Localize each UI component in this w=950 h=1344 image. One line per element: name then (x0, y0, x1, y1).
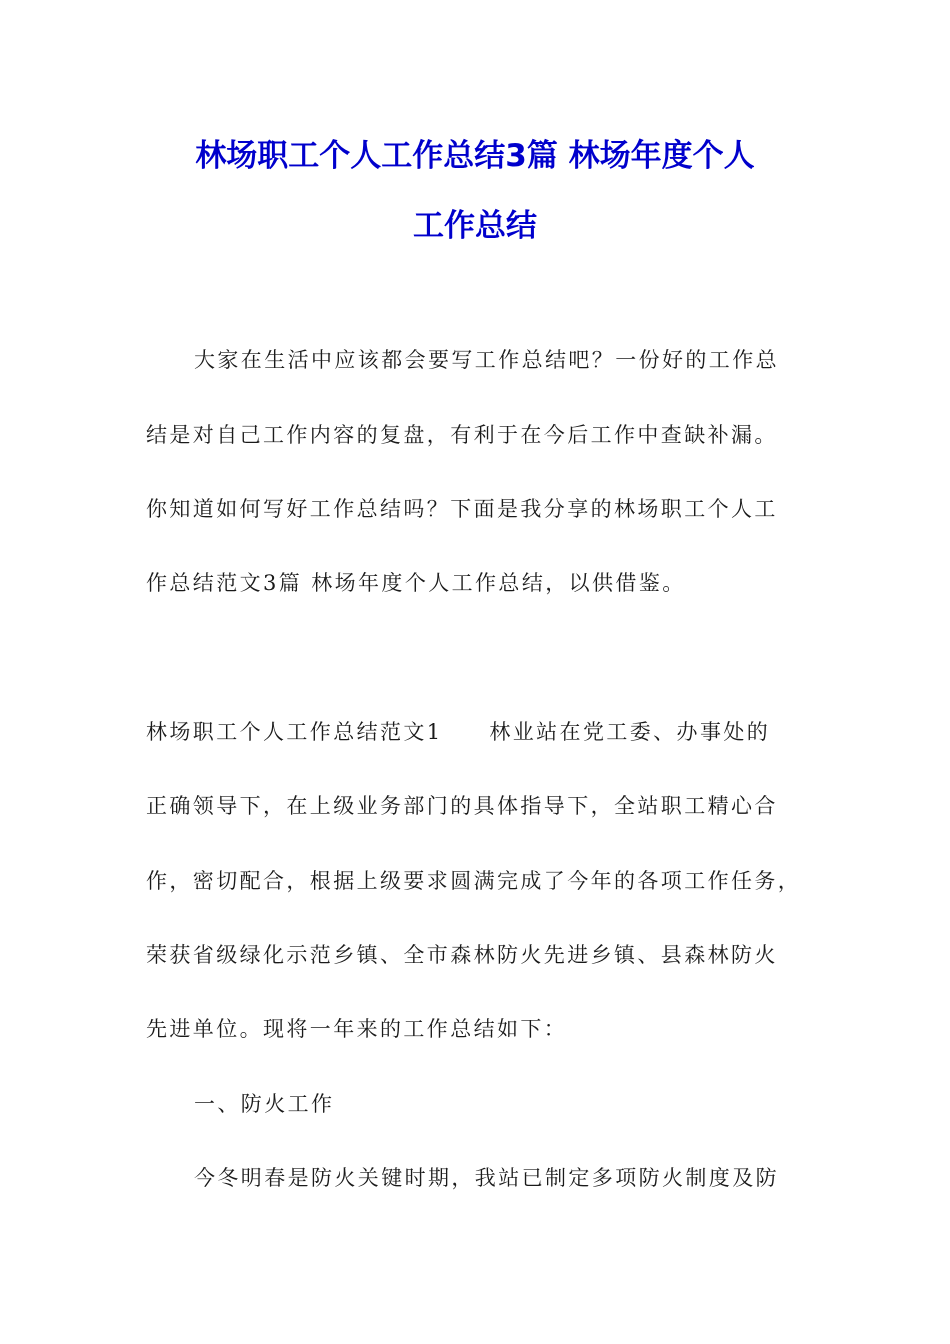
body-line-3: 作，密切配合，根据上级要求圆满完成了今年的各项工作任务， (146, 869, 802, 893)
intro-line-1: 大家在生活中应该都会要写工作总结吧？一份好的工作总 (194, 348, 779, 372)
intro-line-3: 你知道如何写好工作总结吗？下面是我分享的林场职工个人工 (146, 497, 778, 521)
body-line-2: 正确领导下，在上级业务部门的具体指导下，全站职工精心合 (146, 794, 778, 818)
intro-line-4: 作总结范文3篇 林场年度个人工作总结，以供借鉴。 (146, 571, 686, 595)
body-line-4: 荣获省级绿化示范乡镇、全市森林防火先进乡镇、县森林防火 (146, 943, 778, 967)
document-title-line-1: 林场职工个人工作总结3篇 林场年度个人 (195, 138, 755, 174)
section-paragraph-line-1: 今冬明春是防火关键时期，我站已制定多项防火制度及防 (194, 1166, 779, 1190)
body-line-1: 林场职工个人工作总结范文1 林业站在党工委、办事处的 (146, 720, 771, 744)
section-heading-fire-prevention: 一、防火工作 (194, 1092, 335, 1116)
intro-line-2: 结是对自己工作内容的复盘，有利于在今后工作中查缺补漏。 (146, 423, 778, 447)
document-title-line-2: 工作总结 (413, 208, 537, 244)
body-line-5: 先进单位。现将一年来的工作总结如下： (146, 1017, 568, 1041)
